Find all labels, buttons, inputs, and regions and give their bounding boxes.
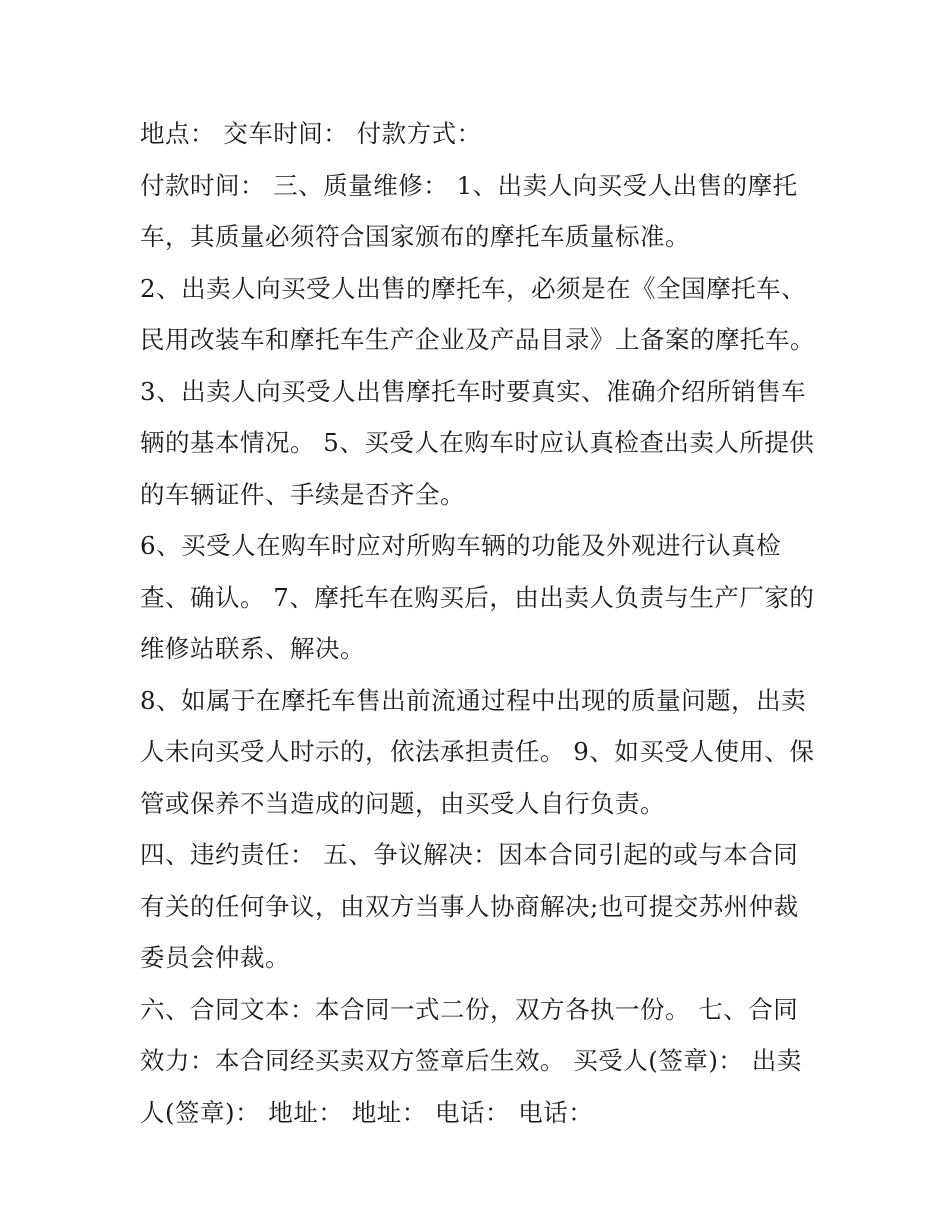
paragraph-vehicle-inspection: 3、出卖人向买受人出售摩托车时要真实、准确介绍所销售车辆的基本情况。 5、买受人在购车时应认真检查出卖人所提供的车辆证件、手续是否齐全。 [140,376,815,509]
paragraph-delivery-payment: 地点： 交车时间： 付款方式： [140,119,482,148]
paragraph-catalog-registration: 2、出卖人向买受人出售的摩托车，必须是在《全国摩托车、民用改装车和摩托车生产企业及产品目录》上备案的摩托车。 [140,273,815,354]
contract-body [140,108,820,1138]
paragraph-dispute-resolution: 四、违约责任： 五、争议解决：因本合同引起的或与本合同有关的任何争议，由双方当事人协商解决;也可提交苏州仲裁委员会仲裁。 [140,840,799,972]
paragraph-quality-repair: 付款时间： 三、质量维修： 1、出卖人向买受人出售的摩托车，其质量必须符合国家颁布的摩托车质量标准。 [140,170,798,251]
paragraph-function-check: 6、买受人在购车时应对所购车辆的功能及外观进行认真检查、确认。 7、摩托车在购买后，由出卖人负责与生产厂家的维修站联系、解决。 [140,531,815,663]
paragraph-contract-signatures: 六、合同文本：本合同一式二份，双方各执一份。 七、合同效力：本合同经买卖双方签章后生效。 买受人(签章)： 出卖人(签章)： 地址： 地址： 电话： 电话： [140,994,802,1127]
paragraph-liability: 8、如属于在摩托车售出前流通过程中出现的质量问题，出卖人未向买受人时示的，依法承担责任。 9、如买受人使用、保管或保养不当造成的问题，由买受人自行负责。 [140,685,815,818]
